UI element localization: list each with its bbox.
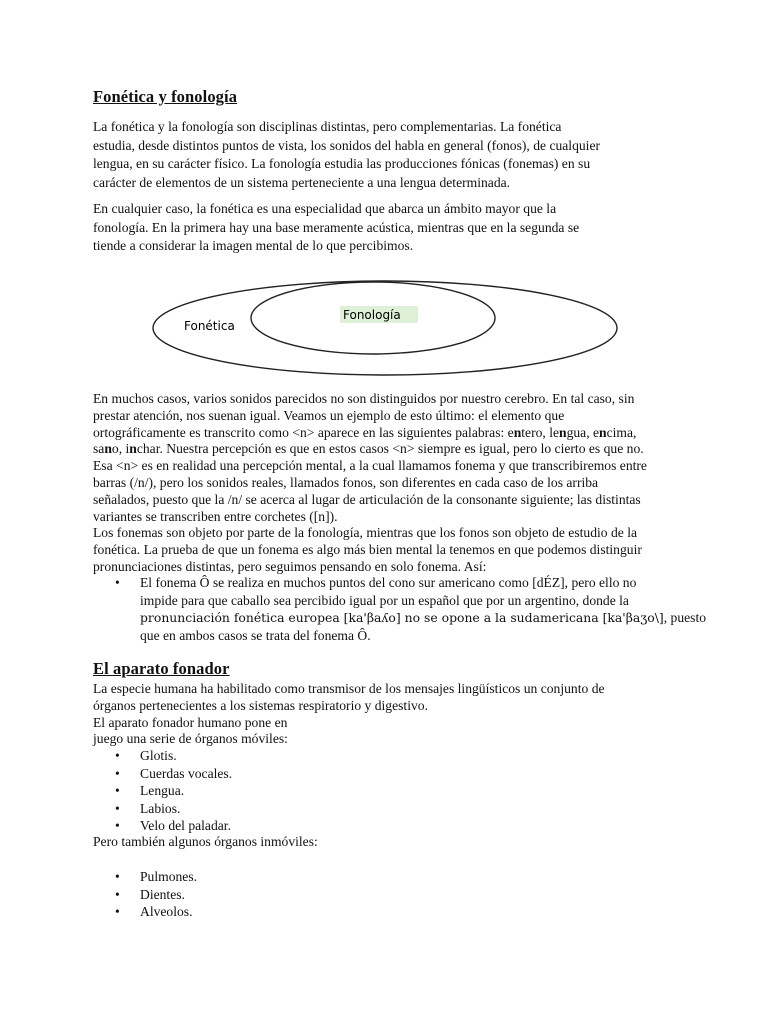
list-item-text: Cuerdas vocales. (140, 765, 233, 781)
bold-n: n (599, 424, 607, 440)
paragraph-line: La fonética y la fonología son disciplinas distintas, pero complementarias. La fonética (93, 119, 562, 134)
fonetica-fonologia-diagram (150, 278, 620, 378)
paragraph-line: juego una serie de órganos móviles: (93, 731, 288, 747)
text-run: o, i (111, 441, 130, 457)
bullet-icon: • (115, 765, 120, 781)
bullet-icon: • (115, 575, 120, 590)
text-run: , puesto (663, 610, 707, 626)
section-title-fonetica: Fonética y fonología (93, 87, 238, 106)
paragraph-line: En muchos casos, varios sonidos parecidos no son distinguidos por nuestro cerebro. En tal caso, sin (93, 391, 635, 406)
bold-n: n (513, 424, 522, 440)
section-title-aparato-fonador: El aparato fonador (93, 659, 230, 678)
paragraph-line: lengua, en su carácter físico. La fonología estudia las producciones fónicas (fonemas) en su (93, 156, 591, 171)
bold-n: n (104, 441, 112, 457)
paragraph-line: Esa <n> es en realidad una percepción mental, a la cual llamamos fonema y que transcribiremos entre (93, 458, 647, 474)
paragraph-intro (93, 118, 683, 192)
text-run: sa (93, 441, 105, 457)
paragraph-line: El aparato fonador humano pone en (93, 714, 288, 730)
text-run: tero, le (521, 424, 560, 440)
text-run: gua, e (566, 424, 600, 440)
bullet-icon: • (115, 783, 120, 799)
list-item-text: Alveolos. (140, 904, 193, 920)
paragraph-line: En cualquier caso, la fonética es una especialidad que abarca un ámbito mayor que la (93, 201, 557, 216)
label-fonologia: Fonología (343, 308, 401, 322)
paragraph-line: carácter de elementos de un sistema perteneciente a una lengua determinada. (93, 174, 511, 190)
bullet-icon: • (115, 818, 120, 834)
text-run: cima, (606, 424, 637, 440)
ipa-text: pronunciación fonética europea [ka'βaʎo] no se opone a la sudamericana [ka'βaʒo\] (140, 610, 664, 626)
paragraph-line: pronunciaciones distintas, pero seguimos pensando en solo fonema. Así: (93, 558, 487, 574)
paragraph-scope (93, 200, 683, 256)
bullet-text: El fonema Ô se realiza en muchos puntos del cono sur americano como [dÉZ], pero ello no (140, 575, 637, 590)
paragraph-line: Los fonemas son objeto por parte de la fonología, mientras que los fonos son objeto de estudio de la (93, 525, 638, 541)
paragraph-line: barras (/n/), pero los sonidos reales, llamados fonos, son diferentes en cada caso de los arriba (93, 474, 599, 490)
paragraph-line: Pero también algunos órganos inmóviles: (93, 834, 318, 849)
bold-n: n (559, 424, 567, 440)
label-fonetica: Fonética (184, 319, 235, 333)
bullet-text: impide para que caballo sea percibido igual por un español que por un argentino, donde la (140, 592, 629, 608)
bullet-icon: • (115, 904, 120, 920)
paragraph-line: variantes se transcriben entre corchetes ([n]). (93, 508, 338, 524)
bold-n: n (129, 441, 137, 457)
bullet-icon: • (115, 886, 120, 902)
text-run: char. Nuestra percepción es que en estos casos <n> siempre es igual, pero lo cierto es que no. (136, 441, 644, 457)
bullet-text (140, 609, 706, 627)
paragraph-line: tiende a considerar la imagen mental de lo que percibimos. (93, 238, 414, 253)
paragraph-phonemes (93, 391, 713, 576)
paragraph-line (93, 425, 713, 442)
paragraph-line: fonología. En la primera hay una base meramente acústica, mientras que en la segunda se (93, 219, 580, 235)
list-item-text: Labios. (140, 800, 181, 816)
paragraph-line: fonética. La prueba de que un fonema es algo más bien mental la tenemos en que podemos distinguir (93, 542, 642, 558)
paragraph-immobile (93, 834, 683, 851)
list-item-text: Velo del paladar. (140, 818, 231, 834)
paragraph-aparato (93, 681, 683, 748)
paragraph-line: prestar atención, nos suenan igual. Veamos un ejemplo de esto último: el elemento que (93, 407, 565, 423)
bullet-icon: • (115, 869, 120, 884)
list-item-text: Glotis. (140, 748, 177, 763)
paragraph-line: órganos pertenecientes a los sistemas respiratorio y digestivo. (93, 697, 428, 713)
list-item-text: Dientes. (140, 886, 185, 902)
list-item-text: Pulmones. (140, 869, 198, 884)
paragraph-line: estudia, desde distintos puntos de vista, los sonidos del habla en general (fonos), de cualquier (93, 137, 601, 153)
bullet-icon: • (115, 800, 120, 816)
bullet-text: que en ambos casos se trata del fonema Ô. (140, 627, 371, 643)
text-run: ortográficamente es transcrito como <n> aparece en las siguientes palabras: e (93, 424, 514, 440)
paragraph-line: La especie humana ha habilitado como transmisor de los mensajes lingüísticos un conjunto de (93, 681, 605, 696)
list-item-text: Lengua. (140, 783, 185, 799)
bullet-icon: • (115, 748, 120, 763)
paragraph-line (93, 441, 713, 458)
paragraph-line: señalados, puesto que la /n/ se acerca al lugar de articulación de la consonante siguiente; las distintas (93, 491, 641, 507)
